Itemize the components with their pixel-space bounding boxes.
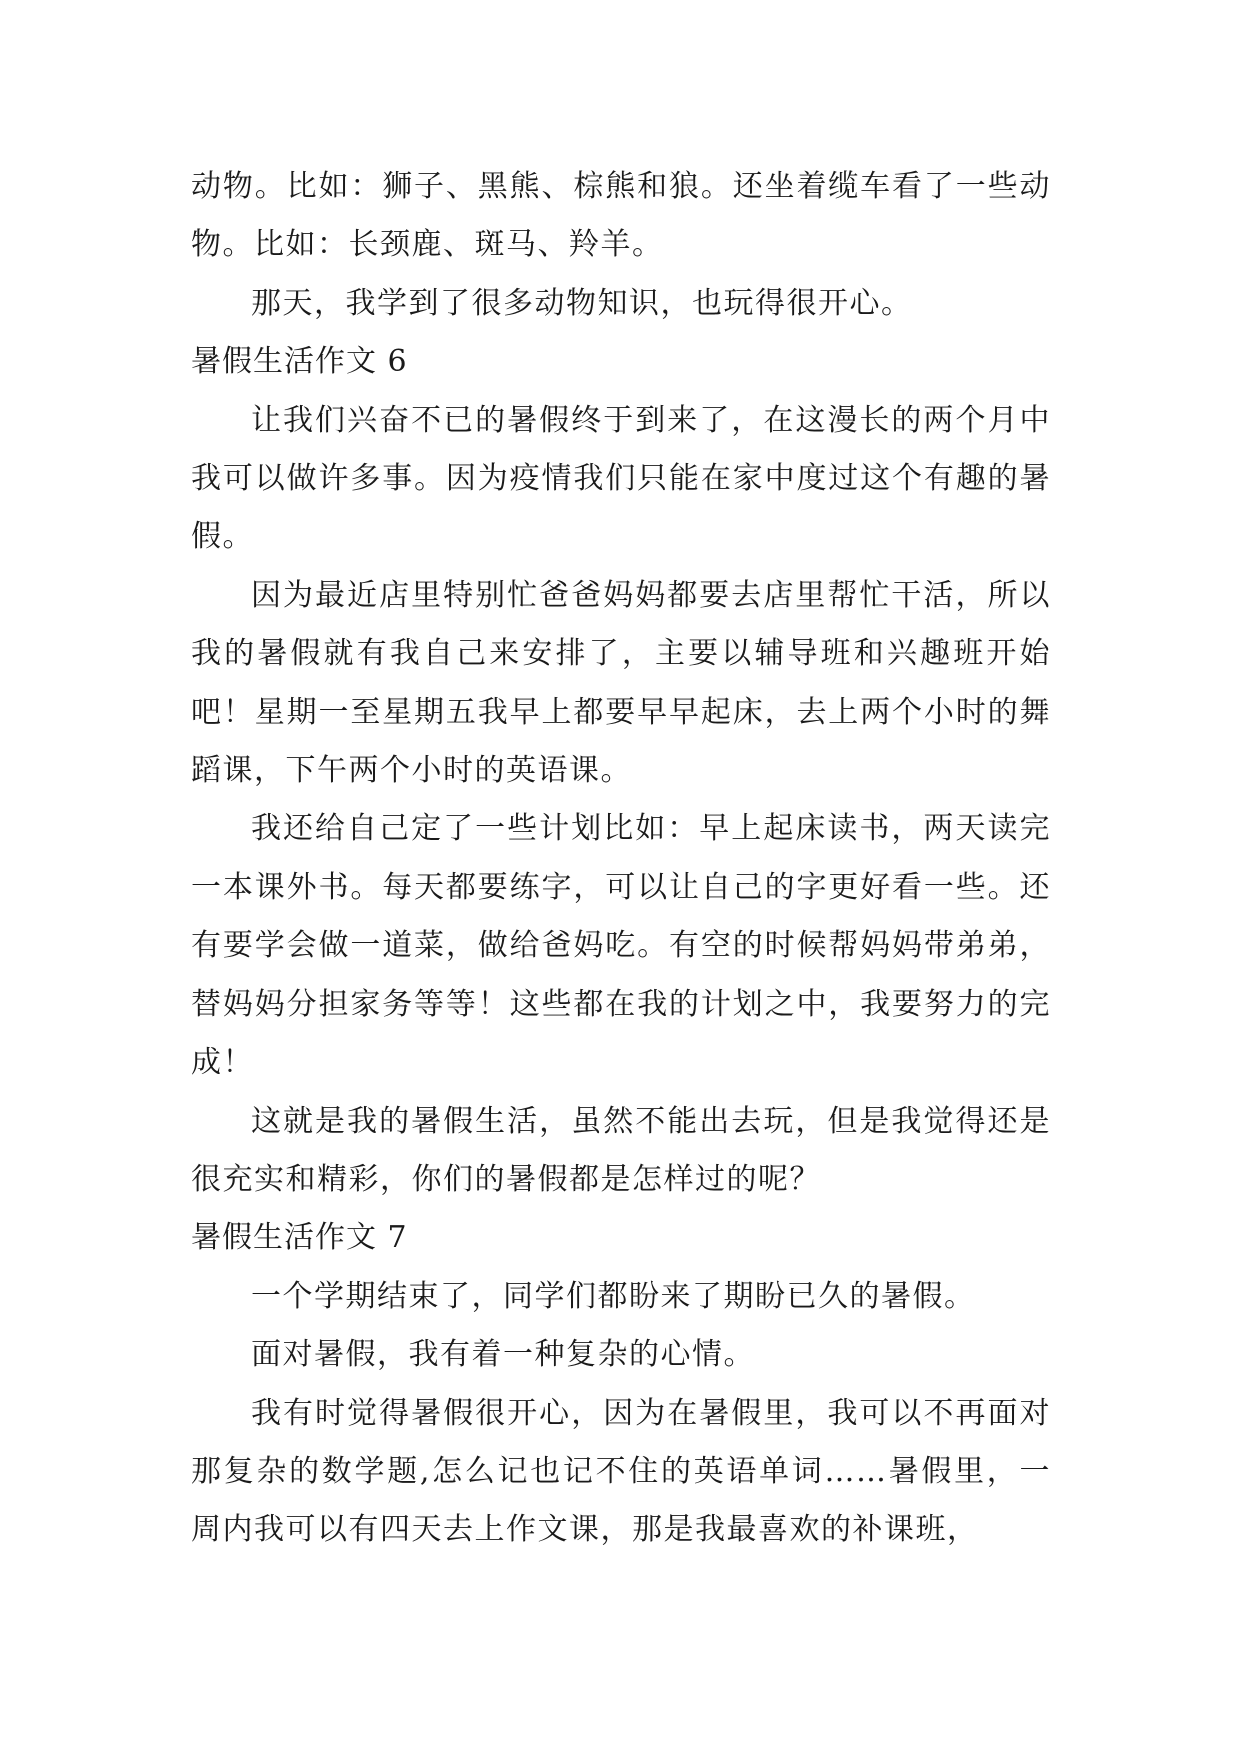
paragraph: 面对暑假，我有着一种复杂的心情。 [251,1337,755,1373]
document-body [191,158,1051,1560]
paragraph: 因为最近店里特别忙爸爸妈妈都要去店里帮忙干活，所以我的暑假就有我自己来安排了，主要以辅导班和兴趣班开始吧！星期一至星期五我早上都要早早起床，去上两个小时的舞蹈课，下午两个小时的英语课。 [191,577,1051,789]
paragraph: 动物。比如：狮子、黑熊、棕熊和狼。还坐着缆车看了一些动物。比如：长颈鹿、斑马、羚羊。 [191,169,1051,263]
paragraph: 那天，我学到了很多动物知识，也玩得很开心。 [251,285,913,321]
paragraph: 让我们兴奋不已的暑假终于到来了，在这漫长的两个月中我可以做许多事。因为疫情我们只能在家中度过这个有趣的暑假。 [191,402,1051,555]
paragraph: 这就是我的暑假生活，虽然不能出去玩，但是我觉得还是很充实和精彩，你们的暑假都是怎样过的呢？ [191,1103,1051,1197]
section-heading: 暑假生活作文 7 [191,1220,408,1256]
section-heading: 暑假生活作文 6 [191,344,408,380]
paragraph: 我还给自己定了一些计划比如：早上起床读书，两天读完一本课外书。每天都要练字，可以让自己的字更好看一些。还有要学会做一道菜，做给爸妈吃。有空的时候帮妈妈带弟弟，替妈妈分担家务等等！这些都在我的计划之中，我要努力的完成！ [191,811,1051,1081]
paragraph: 我有时觉得暑假很开心，因为在暑假里，我可以不再面对那复杂的数学题,怎么记也记不住的英语单词……暑假里，一周内我可以有四天去上作文课，那是我最喜欢的补课班， [191,1395,1051,1548]
paragraph: 一个学期结束了，同学们都盼来了期盼已久的暑假。 [251,1278,976,1314]
